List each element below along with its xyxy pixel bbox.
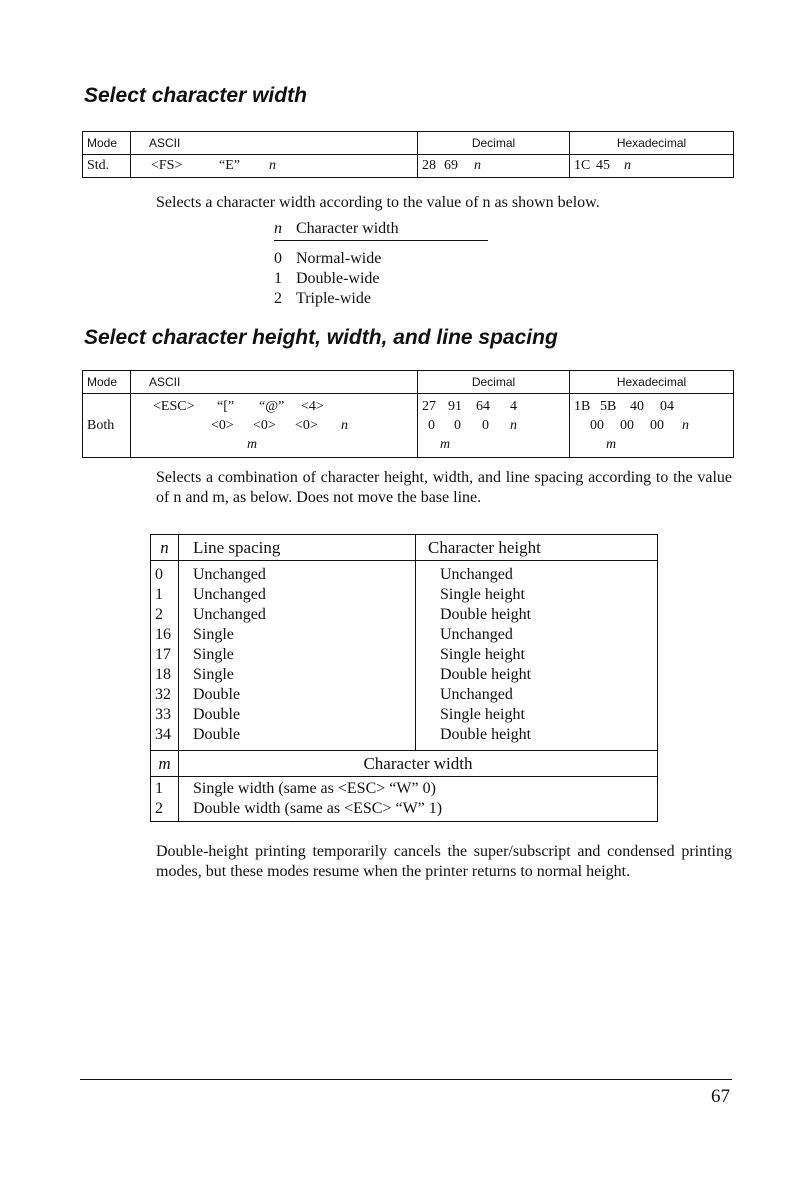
ascii-code: “E” bbox=[219, 158, 240, 173]
decimal-code: 28 bbox=[422, 158, 436, 173]
header-mode: Mode bbox=[83, 132, 131, 155]
note-double-height: Double-height printing temporarily cancels the super/subscript and condensed printing modes, but these modes resume when the printer returns to normal height. bbox=[156, 843, 732, 880]
footer-rule bbox=[80, 1079, 732, 1080]
ascii-code: “[” bbox=[217, 399, 235, 414]
width-value: Single width (same as <ESC> “W” 0) bbox=[193, 780, 436, 797]
list-item bbox=[274, 249, 381, 269]
height-value: Double height bbox=[440, 726, 532, 743]
options-header-n: n bbox=[274, 220, 282, 237]
decimal-code: m bbox=[440, 437, 451, 452]
hex-code: 00 bbox=[590, 418, 604, 433]
header-n-text: n bbox=[160, 537, 169, 557]
spacing-value: Single bbox=[193, 626, 234, 643]
decimal-cell bbox=[418, 394, 570, 458]
ascii-cell bbox=[131, 155, 418, 178]
command-table-header bbox=[83, 371, 734, 394]
command-table-header bbox=[83, 132, 734, 155]
hex-code: 45 bbox=[596, 158, 610, 173]
mode-cell: Both bbox=[83, 394, 131, 458]
spacing-value: Unchanged bbox=[193, 566, 266, 583]
header-character-width: Character width bbox=[179, 751, 658, 777]
spacing-value: Double bbox=[193, 706, 241, 723]
hex-code: 40 bbox=[630, 399, 644, 414]
ascii-code: <0> bbox=[211, 418, 234, 433]
height-value: Double height bbox=[440, 666, 532, 683]
height-value: Single height bbox=[440, 646, 525, 663]
description-height-width: Selects a combination of character height, width, and line spacing according to the value of n and m, as below. Does not move the base line. bbox=[156, 469, 732, 506]
ascii-code: n bbox=[341, 418, 348, 433]
spacing-value: Single bbox=[193, 666, 234, 683]
options-list bbox=[274, 249, 381, 309]
table-row bbox=[151, 777, 658, 822]
header-n bbox=[151, 535, 179, 561]
header-m bbox=[151, 751, 179, 777]
header-line-spacing: Line spacing bbox=[179, 535, 416, 561]
hex-code: 04 bbox=[660, 399, 674, 414]
spacing-value: Unchanged bbox=[193, 586, 266, 603]
ascii-code: <ESC> bbox=[153, 399, 195, 414]
decimal-code: 4 bbox=[510, 399, 517, 414]
hex-code: 00 bbox=[650, 418, 664, 433]
n-value: 16 bbox=[155, 626, 171, 643]
decimal-code: 27 bbox=[422, 399, 436, 414]
height-value: Single height bbox=[440, 706, 525, 723]
header-ascii: ASCII bbox=[131, 371, 418, 394]
m-value: 2 bbox=[155, 800, 163, 817]
mode-cell: Std. bbox=[83, 155, 131, 178]
spacing-value: Single bbox=[193, 646, 234, 663]
option-label: Normal-wide bbox=[296, 250, 382, 267]
decimal-code: n bbox=[474, 158, 481, 173]
n-cell bbox=[151, 561, 179, 751]
width-table-header bbox=[151, 751, 658, 777]
height-value: Unchanged bbox=[440, 686, 513, 703]
n-value: 18 bbox=[155, 666, 171, 683]
option-value: 2 bbox=[274, 290, 282, 307]
option-value: 0 bbox=[274, 250, 282, 267]
option-value: 1 bbox=[274, 270, 282, 287]
list-item bbox=[274, 269, 381, 289]
hex-code: n bbox=[682, 418, 689, 433]
decimal-code: 0 bbox=[428, 418, 435, 433]
header-hexadecimal: Hexadecimal bbox=[570, 371, 734, 394]
hex-code: 5B bbox=[600, 399, 617, 414]
height-cell bbox=[416, 561, 658, 751]
ascii-code: <4> bbox=[301, 399, 324, 414]
options-header-label: Character width bbox=[296, 220, 399, 237]
hex-cell bbox=[570, 394, 734, 458]
height-table-header bbox=[151, 535, 658, 561]
description-character-width: Selects a character width according to the value of n as shown below. bbox=[156, 194, 600, 211]
page-number: 67 bbox=[711, 1086, 730, 1107]
header-mode: Mode bbox=[83, 371, 131, 394]
command-table-character-width bbox=[82, 131, 734, 178]
ascii-code: <0> bbox=[295, 418, 318, 433]
spacing-value: Double bbox=[193, 686, 241, 703]
m-value: 1 bbox=[155, 780, 163, 797]
header-m-text: m bbox=[158, 753, 171, 773]
spacing-value: Unchanged bbox=[193, 606, 266, 623]
hex-code: 00 bbox=[620, 418, 634, 433]
hex-code: m bbox=[606, 437, 617, 452]
width-value: Double width (same as <ESC> “W” 1) bbox=[193, 800, 443, 817]
hex-code: 1B bbox=[574, 399, 591, 414]
header-decimal: Decimal bbox=[418, 132, 570, 155]
header-ascii: ASCII bbox=[131, 132, 418, 155]
decimal-cell bbox=[418, 155, 570, 178]
n-value: 2 bbox=[155, 606, 163, 623]
ascii-code: <0> bbox=[253, 418, 276, 433]
height-value: Double height bbox=[440, 606, 532, 623]
options-header bbox=[274, 220, 488, 241]
n-value: 32 bbox=[155, 686, 171, 703]
m-cell bbox=[151, 777, 179, 822]
spacing-value: Double bbox=[193, 726, 241, 743]
section-title-character-width: Select character width bbox=[84, 84, 307, 107]
command-table-height-width bbox=[82, 370, 734, 458]
header-hexadecimal: Hexadecimal bbox=[570, 132, 734, 155]
height-spacing-table bbox=[150, 534, 658, 822]
ascii-code: <FS> bbox=[151, 158, 183, 173]
decimal-code: 0 bbox=[454, 418, 461, 433]
decimal-code: n bbox=[510, 418, 517, 433]
height-value: Single height bbox=[440, 586, 525, 603]
header-decimal: Decimal bbox=[418, 371, 570, 394]
table-row bbox=[151, 561, 658, 751]
command-row bbox=[83, 155, 734, 178]
n-value: 1 bbox=[155, 586, 163, 603]
decimal-code: 91 bbox=[448, 399, 462, 414]
n-value: 17 bbox=[155, 646, 171, 663]
section-title-height-width-spacing: Select character height, width, and line spacing bbox=[84, 326, 558, 349]
command-row bbox=[83, 394, 734, 458]
decimal-code: 69 bbox=[444, 158, 458, 173]
option-label: Triple-wide bbox=[296, 290, 371, 307]
height-value: Unchanged bbox=[440, 626, 513, 643]
ascii-code: m bbox=[247, 437, 258, 452]
n-value: 0 bbox=[155, 566, 163, 583]
hex-code: n bbox=[624, 158, 631, 173]
hex-code: 1C bbox=[574, 158, 591, 173]
decimal-code: 0 bbox=[482, 418, 489, 433]
ascii-code: n bbox=[269, 158, 276, 173]
height-value: Unchanged bbox=[440, 566, 513, 583]
n-value: 33 bbox=[155, 706, 171, 723]
ascii-code: “@” bbox=[259, 399, 285, 414]
spacing-cell bbox=[179, 561, 416, 751]
hex-cell bbox=[570, 155, 734, 178]
decimal-code: 64 bbox=[476, 399, 490, 414]
ascii-cell bbox=[131, 394, 418, 458]
header-character-height: Character height bbox=[416, 535, 658, 561]
width-cell bbox=[179, 777, 658, 822]
n-value: 34 bbox=[155, 726, 171, 743]
option-label: Double-wide bbox=[296, 270, 380, 287]
list-item bbox=[274, 289, 381, 309]
